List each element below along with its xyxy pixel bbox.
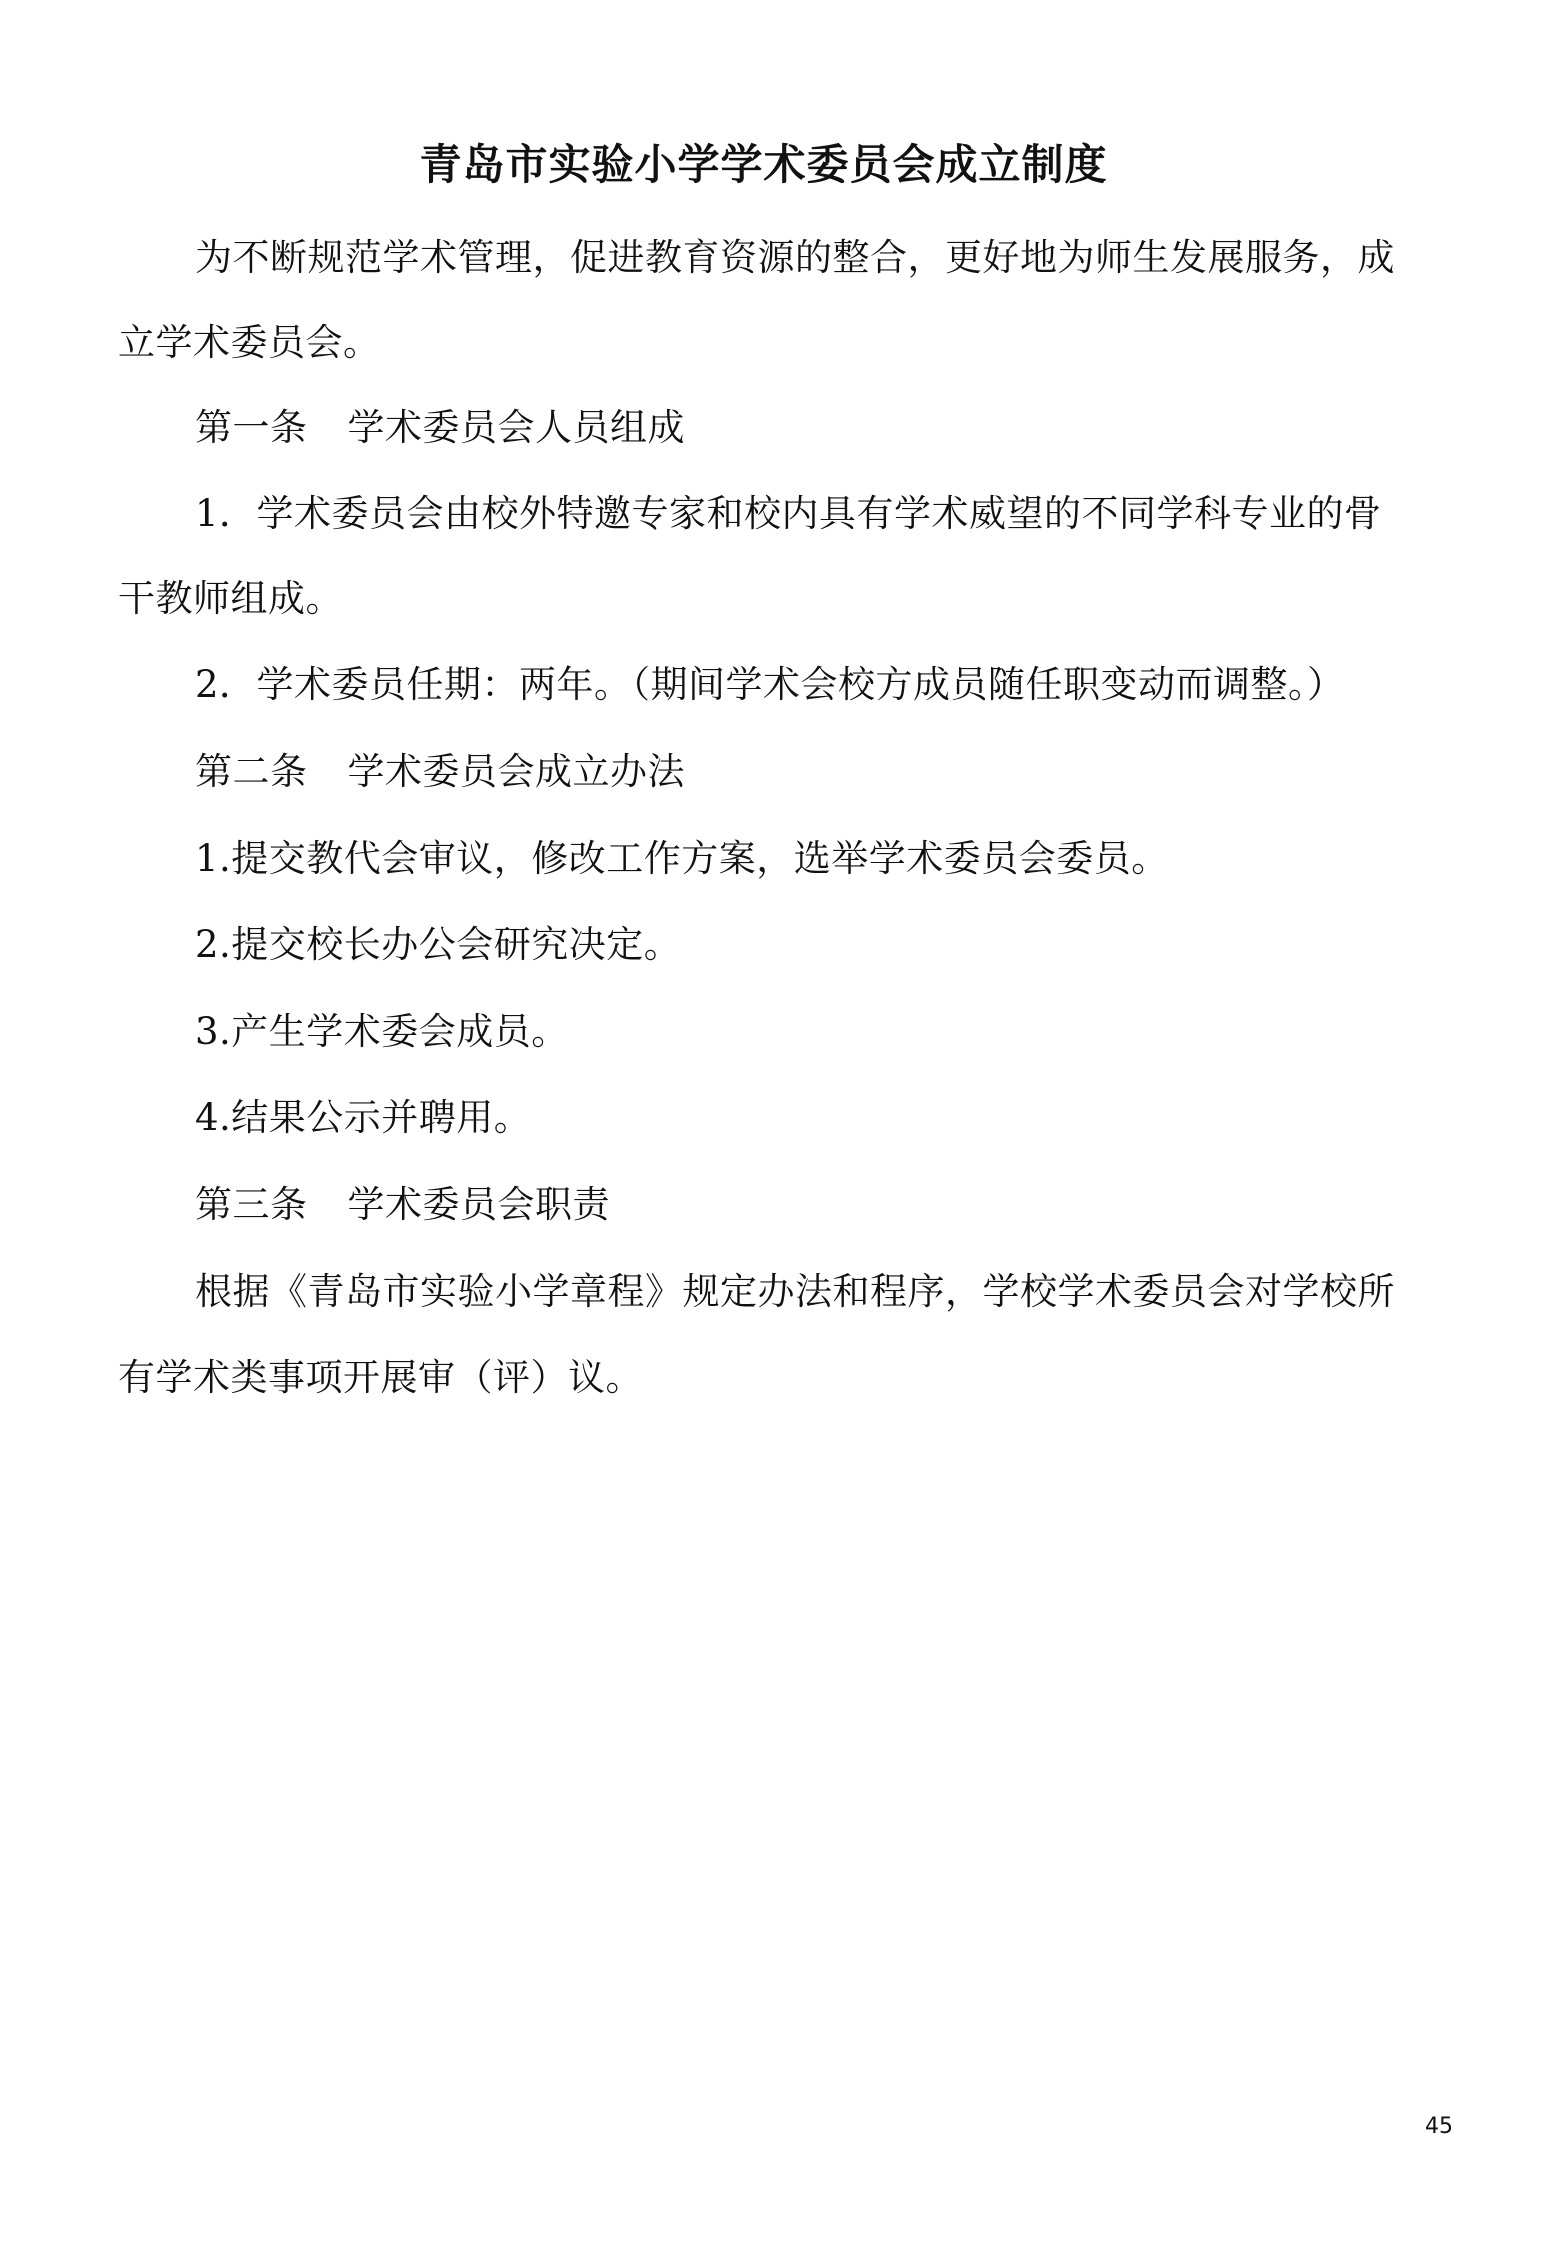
article-3-title: 学术委员会职责 <box>347 1183 610 1226</box>
article-1-heading <box>195 398 1535 458</box>
article-1-number: 第一条 <box>195 406 308 449</box>
intro-paragraph-line-1: 为不断规范学术管理，促进教育资源的整合，更好地为师生发展服务，成 <box>195 236 1395 279</box>
article-2-title: 学术委员会成立办法 <box>347 750 685 793</box>
intro-paragraph-line-2: 立学术委员会。 <box>118 321 381 364</box>
article-3-body-line-2: 有学术类事项开展审（评）议。 <box>118 1356 643 1399</box>
page-number: 45 <box>1425 2114 1453 2139</box>
article-2-item-4: 4.结果公示并聘用。 <box>195 1096 532 1139</box>
document-title: 青岛市实验小学学术委员会成立制度 <box>419 140 1108 189</box>
article-1-item-1-line-1: 1．学术委员会由校外特邀专家和校内具有学术威望的不同学科专业的骨 <box>195 492 1382 535</box>
article-1-item-2: 2．学术委员任期：两年。（期间学术会校方成员随任职变动而调整。） <box>195 663 1345 706</box>
article-2-item-3: 3.产生学术委会成员。 <box>195 1010 569 1053</box>
article-3-number: 第三条 <box>195 1183 308 1226</box>
article-3-body-line-1: 根据《青岛市实验小学章程》规定办法和程序，学校学术委员会对学校所 <box>195 1270 1395 1313</box>
article-2-item-1: 1.提交教代会审议，修改工作方案，选举学术委员会委员。 <box>195 837 1169 880</box>
article-2-heading <box>195 742 1535 802</box>
article-3-heading <box>195 1175 1535 1235</box>
article-1-item-1-line-2: 干教师组成。 <box>118 577 343 620</box>
article-2-number: 第二条 <box>195 750 308 793</box>
article-1-title: 学术委员会人员组成 <box>347 406 685 449</box>
article-2-item-2: 2.提交校长办公会研究决定。 <box>195 923 682 966</box>
